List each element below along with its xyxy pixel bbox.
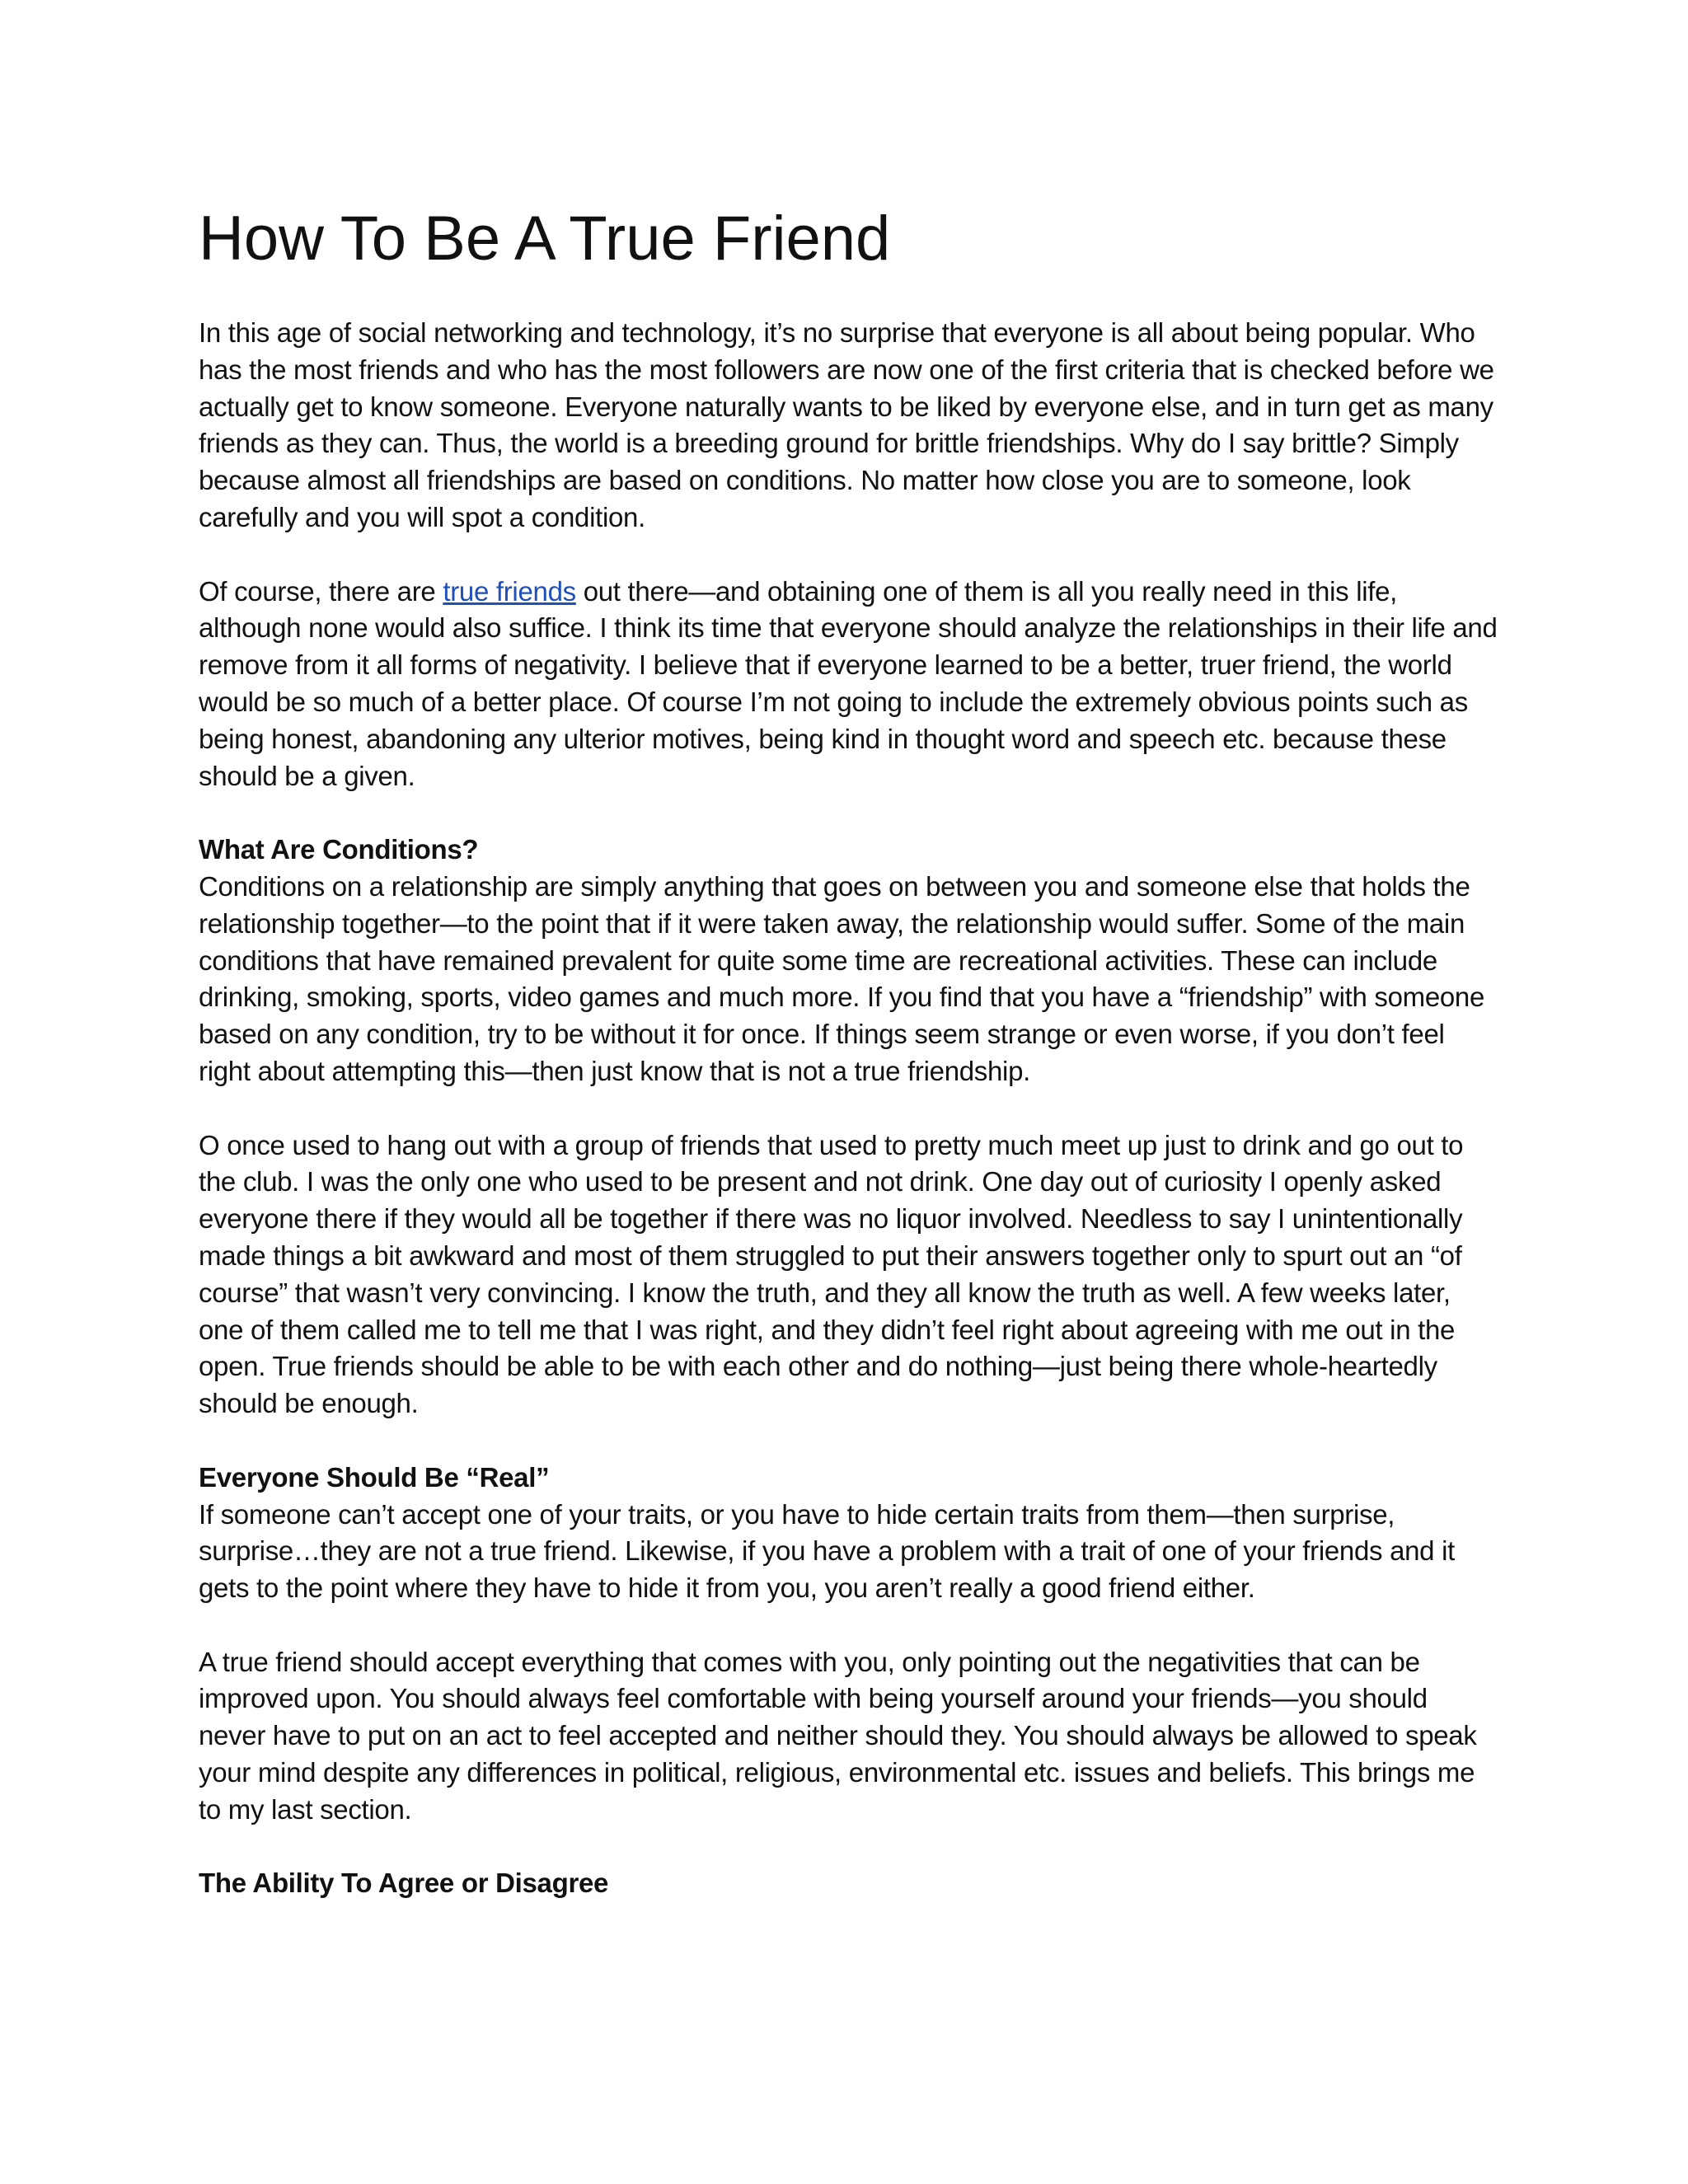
acceptance-paragraph: A true friend should accept everything that comes with you, only pointing out the negativities that can be improved upon. You should always feel comfortable with being yourself around your friends—you should never have to put on an act to feel accepted and neither should they. You should always be allowed to speak your mind despite any differences in political, religious, environmental etc. issues and beliefs. This brings me to my last section.: [199, 1646, 1477, 1825]
intro-paragraph: In this age of social networking and technology, it’s no surprise that everyone is all about being popular. Who has the most friends and who has the most followers are now one of the first criteria that is checked before we actually get to know someone. Everyone naturally wants to be liked by everyone else, and in turn get as many friends as they can. Thus, the world is a breeding ground for brittle friendships. Why do I say brittle? Simply because almost all friendships are based on conditions. No matter how close you are to someone, look carefully and you will spot a condition.: [199, 317, 1494, 532]
traits-paragraph: If someone can’t accept one of your traits, or you have to hide certain traits from them—then surprise, surprise…they are not a true friend. Likewise, if you have a problem with a trait of one of your friends and it gets to the point where they have to hide it from you, you aren’t really a good friend either.: [199, 1498, 1456, 1604]
anecdote-paragraph: O once used to hang out with a group of friends that used to pretty much meet up just to drink and go out to the club. I was the only one who used to be present and not drink. One day out of curiosity I openly asked everyone there if they would all be together if there was no liquor involved. Needless to say I unintentionally made things a bit awkward and most of them struggled to put their answers together only to spurt out an “of course” that wasn’t very convincing. I know the truth, and they all know the truth as well. A few weeks later, one of them called me to tell me that I was right, and they didn’t feel right about agreeing with me out in the open. True friends should be able to be with each other and do nothing—just being there whole-heartedly should be enough.: [199, 1129, 1464, 1419]
paragraph-text-before-link: Of course, there are: [199, 575, 443, 607]
conditions-paragraph: Conditions on a relationship are simply anything that goes on between you and someone else that holds the relationship together—to the point that if it were taken away, the relationship would suffer. Some of the main conditions that have remained prevalent for quite some time are recreational activities. These can include drinking, smoking, sports, video games and much more. If you find that you have a “friendship” with someone based on any condition, try to be without it for once. If things seem strange or even worse, if you don’t feel right about attempting this—then just know that is not a true friendship.: [199, 870, 1485, 1086]
true-friends-link[interactable]: true friends: [443, 575, 576, 607]
document-title: How To Be A True Friend: [199, 204, 891, 274]
true-friends-paragraph: [199, 574, 1501, 795]
document-page: [199, 198, 1501, 1902]
section-heading-real: Everyone Should Be “Real”: [199, 1461, 550, 1493]
section-heading-conditions: What Are Conditions?: [199, 834, 479, 865]
section-heading-agree-disagree: The Ability To Agree or Disagree: [199, 1868, 609, 1899]
paragraph-text-after-link: out there—and obtaining one of them is all you really need in this life, although none would also suffice. I think its time that everyone should analyze the relationships in their life and remove from it all forms of negativity. I believe that if everyone learned to be a better, truer friend, the world would be so much of a better place. Of course I’m not going to include the extremely obvious points such as being honest, abandoning any ulterior motives, being kind in thought word and speech etc. because these should be a given.: [199, 575, 1498, 791]
